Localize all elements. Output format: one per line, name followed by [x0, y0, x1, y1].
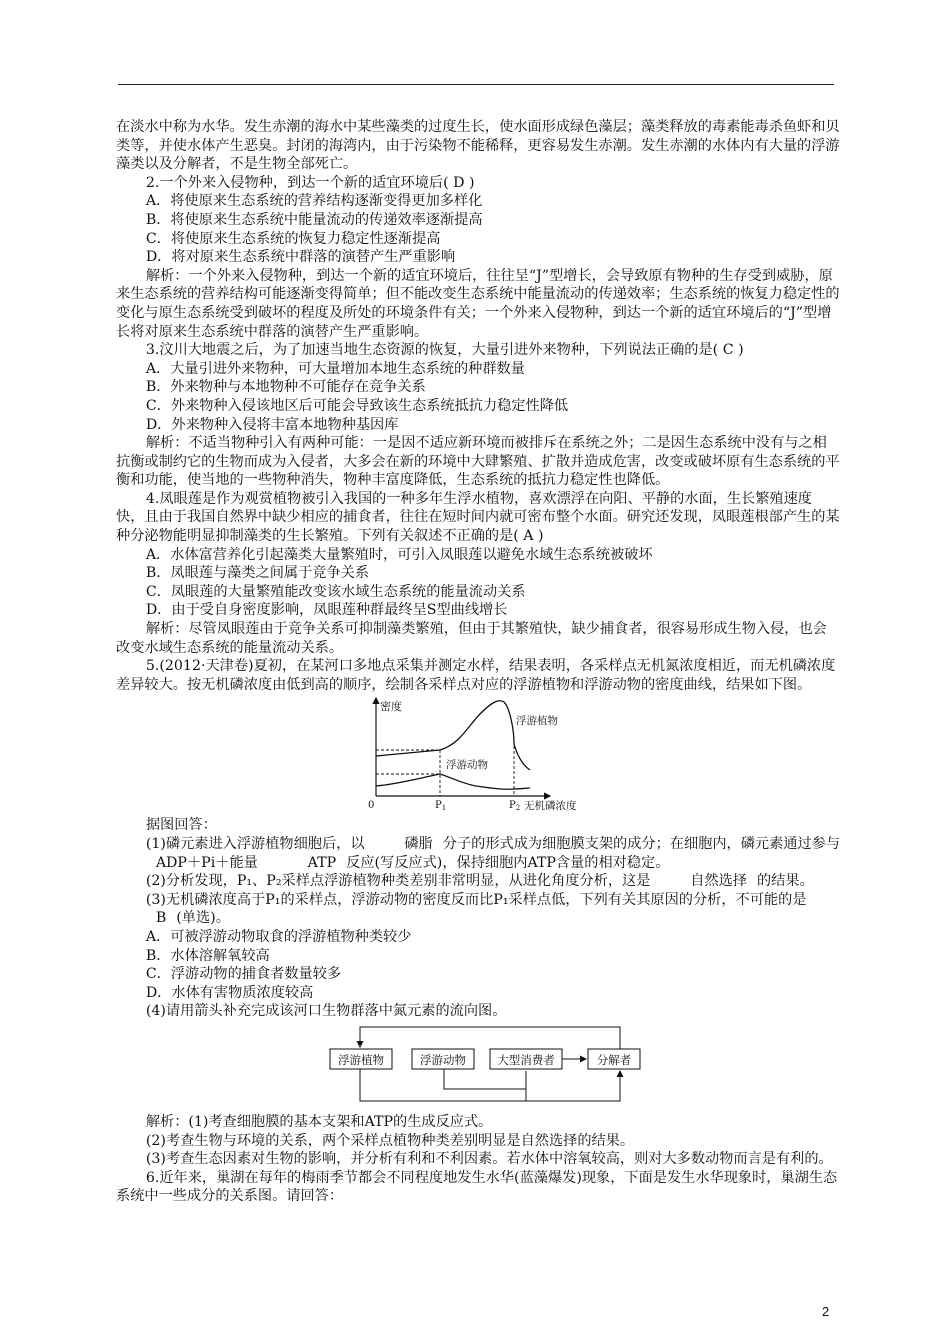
answer-blank-2: ADP＋Pi＋能量 [155, 854, 258, 871]
q3-option-d: D．外来物种入侵将丰富本地物种基因库 [145, 416, 399, 433]
q5-sub4: (4)请用箭头补充完成该河口生物群落中氮元素的流向图。 [145, 1003, 507, 1020]
q2-option-b: B．将使原来生态系统中能量流动的传递效率逐渐提高 [145, 211, 483, 228]
q5-sub3-option-a: A．可被浮游动物取食的浮游植物种类较少 [145, 928, 412, 945]
q5-sub3: (3)无机磷浓度高于P₁的采样点，浮游动物的密度反而比P₁采样点低，下列有关其原因的分析，不可能的是B (单选)。 [116, 891, 840, 928]
q2-option-a: A．将使原来生态系统的营养结构逐渐变得更加多样化 [145, 193, 483, 210]
x-axis-label: 无机磷浓度 [524, 800, 577, 813]
q4-analysis: 解析：尽管凤眼莲由于竞争关系可抑制藻类繁殖，但由于其繁殖快，缺少捕食者，很容易形成生物入侵，也会改变水域生态系统的能量流动关系。 [116, 621, 827, 656]
q3-option-c: C．外来物种入侵该地区后可能会导致该生态系统抵抗力稳定性降低 [145, 397, 569, 414]
q5-sub1: (1)磷元素进入浮游植物细胞后，以 磷脂 分子的形式成为细胞膜支架的成分；在细胞内，磷元素通过参与ADP＋Pi＋能量 ATP 反应(写反应式)，保持细胞内ATP含量的相对稳定。 [116, 835, 840, 872]
flow-label-consumer: 大型消费者 [497, 1052, 555, 1067]
q4-option-a: A．水体富营养化引起藻类大量繁殖时，可引入凤眼莲以避免水域生态系统被破坏 [145, 546, 653, 563]
bottom-line-plant [360, 1069, 620, 1101]
plant-series-label: 浮游植物 [516, 715, 558, 728]
animal-density-curve [376, 774, 530, 789]
q2-option-d: D．将对原来生态系统中群落的演替产生严重影响 [145, 249, 456, 266]
page-number: 2 [822, 1304, 830, 1319]
q5-sub3-option-b: B．水体溶解氧较高 [145, 947, 270, 964]
q5-analysis-1: 解析：(1)考查细胞膜的基本支架和ATP的生成反应式。 [145, 1113, 493, 1130]
p1-label: $P_1$ [435, 800, 447, 813]
q5-sub3-option-c: C．浮游动物的捕食者数量较多 [145, 966, 342, 983]
flow-label-plant: 浮游植物 [338, 1052, 384, 1067]
flow-label-animal: 浮游动物 [420, 1052, 466, 1067]
q5-stem: 5.(2012·天津卷)夏初，在某河口多地点采集并测定水样，结果表明，各采样点无机氮浓度相近，而无机磷浓度差异较大。按无机磷浓度由低到高的顺序，绘制各采样点对应的浮游植物和浮游动物的密度曲线，结果如下图。 [116, 658, 836, 693]
answer-blank-3: 自然选择 [690, 873, 747, 890]
q3-analysis: 解析：不适当物种引入有两种可能：一是因不适应新环境而被排斥在系统之外；二是因生态系统中没有与之相抗衡或制约它的生物而成为入侵者，大多会在新的环境中大肆繁殖、扩散并造成危害，改变或破坏原有生态系统的平衡和功能，使当地的一些物种消失，物种丰富度降低，生态系统的抵抗力稳定性也降低。 [116, 435, 840, 489]
q4-option-d: D．由于受自身密度影响，凤眼莲种群最终呈S型曲线增长 [145, 602, 508, 619]
header-rule [118, 84, 834, 85]
q3-option-a: A．大量引进外来物种，可大量增加本地生态系统的种群数量 [145, 360, 525, 377]
q4-option-b: B．凤眼莲与藻类之间属于竞争关系 [145, 565, 370, 582]
q3-option-b: B．外来物种与本地物种不可能存在竞争关系 [145, 379, 426, 396]
q5-sub3-option-d: D．水体有害物质浓度较高 [145, 984, 314, 1001]
q2-option-c: C．将使原来生态系统的恢复力稳定性逐渐提高 [145, 230, 441, 247]
q2-analysis: 解析：一个外来入侵物种，到达一个新的适宜环境后，往往呈“J”型增长，会导致原有物种的生存受到威胁，原来生态系统的营养结构可能逐渐变得简单；但不能改变生态系统中能量流动的传递效率；生态系统的恢复力稳定性的变化与原生态系统受到破坏的程度及所处的环境条件有关；一个外来入侵物种，到达一个新的适宜环境后的“J”型增长将对原来生态系统中群落的演替产生严重影响。 [116, 267, 840, 340]
q4-option-c: C．凤眼莲的大量繁殖能改变该水域生态系统的能量流动关系 [145, 583, 526, 600]
q5-analysis-2: (2)考查生物与环境的关系，两个采样点植物种类差别明显是自然选择的结果。 [145, 1132, 635, 1149]
animal-series-label: 浮游动物 [446, 759, 488, 772]
body-text [116, 118, 840, 1206]
bottom-line-animal [444, 1069, 526, 1089]
q5-prompt: 据图回答： [145, 817, 217, 834]
nitrogen-flow-diagram [116, 1021, 840, 1113]
answer-blank-1: 磷脂 [404, 836, 433, 852]
q6-stem: 6.近年来，巢湖在每年的梅雨季节都会不同程度地发生水华(蓝藻爆发)现象，下面是发生水华现象时，巢湖生态系统中一些成分的关系图。请回答： [116, 1169, 838, 1205]
density-graph-svg [368, 694, 608, 812]
intro-paragraph: 在淡水中称为水华。发生赤潮的海水中某些藻类的过度生长，使水面形成绿色藻层；藻类释放的毒素能毒杀鱼虾和贝类等，并使水体产生恶臭。封闭的海湾内，由于污染物不能稀释，更容易发生赤潮。发生赤潮的水体内有大量的浮游藻类以及分解者，不是生物全部死亡。 [116, 119, 840, 173]
origin-label: 0 [368, 800, 375, 812]
reaction-product: ATP [307, 854, 337, 871]
nitrogen-flow-svg [326, 1023, 646, 1109]
q3-stem: 3.汶川大地震之后，为了加速当地生态资源的恢复，大量引进外来物种，下列说法正确的是( C ) [145, 342, 744, 359]
answer-blank-4: B [155, 910, 167, 927]
flow-label-decomposer: 分解者 [596, 1052, 632, 1067]
q5-analysis-3: (3)考查生态因素对生物的影响，并分析有利和不利因素。若水体中溶氧较高，则对大多数动物而言是有利的。 [145, 1151, 833, 1168]
p2-label: $P_2$ [509, 800, 521, 813]
density-graph [116, 694, 840, 816]
y-axis-label: 密度 [380, 700, 402, 714]
q2-stem: 2.一个外来入侵物种，到达一个新的适宜环境后( D ) [145, 174, 475, 191]
q5-sub2: (2)分析发现，P₁、P₂采样点浮游植物种类差别非常明显，从进化角度分析，这是 自然选择 的结果。 [145, 873, 814, 890]
q4-stem: 4.凤眼莲是作为观赏植物被引入我国的一种多年生浮水植物，喜欢漂浮在向阳、平静的水面，生长繁殖速度快，且由于我国自然界中缺少相应的捕食者，往往在短时间内就可密布整个水面。研究还发现，凤眼莲根部产生的某种分泌物能明显抑制藻类的生长繁殖。下列有关叙述不正确的是( A ) [116, 490, 840, 545]
